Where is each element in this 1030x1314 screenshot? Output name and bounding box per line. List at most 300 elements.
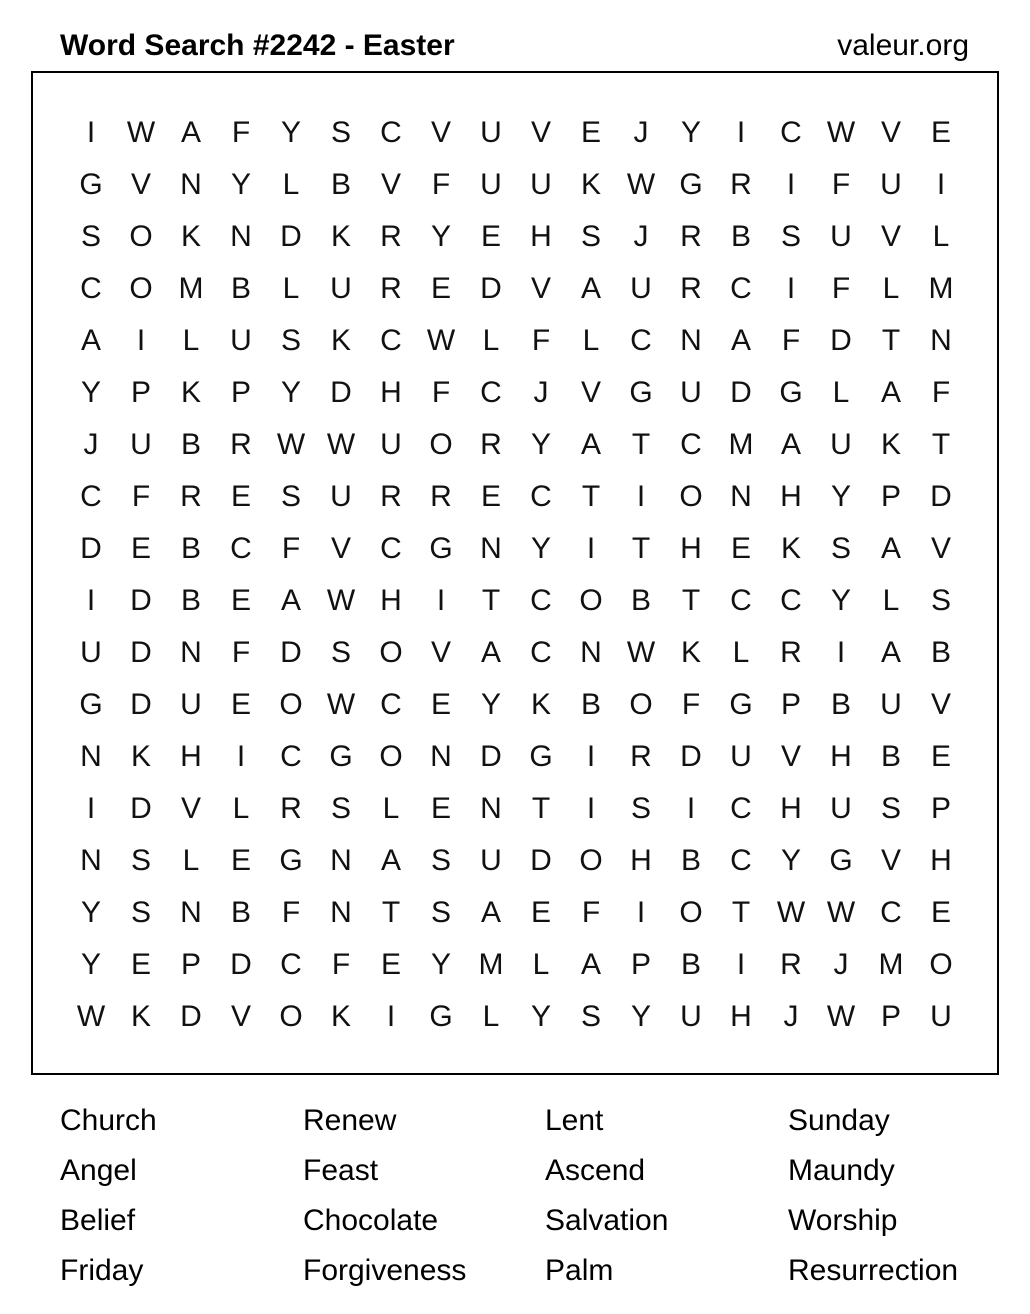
grid-cell[interactable]: P <box>180 948 201 981</box>
grid-cell[interactable]: H <box>380 376 402 409</box>
grid-cell[interactable]: O <box>279 1000 303 1033</box>
grid-cell[interactable]: K <box>130 740 151 773</box>
grid-cell[interactable]: N <box>680 324 702 357</box>
grid-cell[interactable]: T <box>631 428 651 461</box>
grid-cell[interactable]: D <box>280 220 302 253</box>
grid-cell[interactable]: K <box>180 376 201 409</box>
grid-cell[interactable]: U <box>830 220 852 253</box>
grid-cell[interactable]: F <box>281 532 301 565</box>
grid-cell[interactable]: T <box>531 792 551 825</box>
grid-cell[interactable]: Y <box>530 1000 551 1033</box>
grid-cell[interactable]: N <box>80 740 102 773</box>
grid-cell[interactable]: P <box>130 376 151 409</box>
grid-cell[interactable]: U <box>830 428 852 461</box>
grid-cell[interactable]: J <box>633 220 649 253</box>
grid-cell[interactable]: G <box>729 688 753 721</box>
grid-cell[interactable]: T <box>931 428 951 461</box>
grid-cell[interactable]: A <box>280 584 301 617</box>
grid-cell[interactable]: H <box>930 844 952 877</box>
grid-cell[interactable]: P <box>880 480 901 513</box>
grid-cell[interactable]: B <box>180 428 201 461</box>
grid-cell[interactable]: W <box>626 636 656 669</box>
grid-cell[interactable]: S <box>430 844 451 877</box>
grid-cell[interactable]: C <box>230 532 252 565</box>
grid-cell[interactable]: E <box>130 532 151 565</box>
grid-cell[interactable]: W <box>826 116 856 149</box>
grid-cell[interactable]: R <box>380 272 402 305</box>
grid-cell[interactable]: F <box>431 168 451 201</box>
grid-cell[interactable]: C <box>530 480 552 513</box>
grid-cell[interactable]: I <box>386 1000 396 1033</box>
grid-cell[interactable]: K <box>330 220 351 253</box>
grid-cell[interactable]: I <box>586 532 596 565</box>
grid-cell[interactable]: A <box>880 376 901 409</box>
grid-cell[interactable]: H <box>780 792 802 825</box>
grid-cell[interactable]: Y <box>430 220 451 253</box>
grid-cell[interactable]: G <box>279 844 303 877</box>
grid-cell[interactable]: E <box>530 896 551 929</box>
grid-cell[interactable]: M <box>478 948 504 981</box>
grid-cell[interactable]: B <box>880 740 901 773</box>
grid-cell[interactable]: D <box>130 636 152 669</box>
grid-cell[interactable]: R <box>730 168 752 201</box>
grid-cell[interactable]: S <box>880 792 901 825</box>
grid-cell[interactable]: U <box>330 272 352 305</box>
grid-cell[interactable]: C <box>380 116 402 149</box>
grid-cell[interactable]: S <box>280 324 301 357</box>
grid-cell[interactable]: N <box>80 844 102 877</box>
grid-cell[interactable]: H <box>630 844 652 877</box>
grid-cell[interactable]: R <box>480 428 502 461</box>
grid-cell[interactable]: O <box>379 636 403 669</box>
grid-cell[interactable]: C <box>730 272 752 305</box>
grid-cell[interactable]: N <box>580 636 602 669</box>
grid-cell[interactable]: Y <box>780 844 801 877</box>
grid-cell[interactable]: V <box>180 792 201 825</box>
grid-cell[interactable]: L <box>832 376 850 409</box>
grid-cell[interactable]: K <box>780 532 801 565</box>
grid-cell[interactable]: A <box>880 532 901 565</box>
grid-cell[interactable]: P <box>780 688 801 721</box>
grid-cell[interactable]: U <box>180 688 202 721</box>
grid-cell[interactable]: T <box>731 896 751 929</box>
grid-cell[interactable]: U <box>80 636 102 669</box>
grid-cell[interactable]: H <box>680 532 702 565</box>
grid-cell[interactable]: P <box>930 792 951 825</box>
grid-cell[interactable]: P <box>630 948 651 981</box>
grid-cell[interactable]: W <box>626 168 656 201</box>
grid-cell[interactable]: E <box>130 948 151 981</box>
grid-cell[interactable]: V <box>930 532 951 565</box>
grid-cell[interactable]: E <box>480 220 501 253</box>
grid-cell[interactable]: C <box>730 584 752 617</box>
grid-cell[interactable]: H <box>530 220 552 253</box>
grid-cell[interactable]: C <box>530 636 552 669</box>
grid-cell[interactable]: I <box>636 896 646 929</box>
grid-cell[interactable]: S <box>430 896 451 929</box>
grid-cell[interactable]: L <box>282 272 300 305</box>
grid-cell[interactable]: I <box>786 272 796 305</box>
grid-cell[interactable]: E <box>480 480 501 513</box>
grid-cell[interactable]: R <box>380 480 402 513</box>
grid-cell[interactable]: Y <box>80 376 101 409</box>
grid-cell[interactable]: G <box>429 532 453 565</box>
grid-cell[interactable]: B <box>230 272 251 305</box>
grid-cell[interactable]: H <box>780 480 802 513</box>
grid-cell[interactable]: O <box>379 740 403 773</box>
grid-cell[interactable]: Y <box>830 480 851 513</box>
grid-cell[interactable]: E <box>930 740 951 773</box>
grid-cell[interactable]: U <box>380 428 402 461</box>
grid-cell[interactable]: I <box>86 792 96 825</box>
grid-cell[interactable]: F <box>231 116 251 149</box>
grid-cell[interactable]: S <box>580 220 601 253</box>
grid-cell[interactable]: U <box>480 168 502 201</box>
grid-cell[interactable]: V <box>380 168 401 201</box>
grid-cell[interactable]: N <box>230 220 252 253</box>
grid-cell[interactable]: H <box>730 1000 752 1033</box>
grid-cell[interactable]: D <box>530 844 552 877</box>
grid-cell[interactable]: I <box>636 480 646 513</box>
grid-cell[interactable]: Y <box>630 1000 651 1033</box>
grid-cell[interactable]: U <box>330 480 352 513</box>
grid-cell[interactable]: E <box>230 844 251 877</box>
grid-cell[interactable]: D <box>80 532 102 565</box>
grid-cell[interactable]: A <box>580 948 601 981</box>
grid-cell[interactable]: I <box>836 636 846 669</box>
grid-cell[interactable]: I <box>86 116 96 149</box>
grid-cell[interactable]: U <box>880 688 902 721</box>
grid-cell[interactable]: F <box>581 896 601 929</box>
grid-cell[interactable]: V <box>530 116 551 149</box>
grid-cell[interactable]: S <box>80 220 101 253</box>
grid-cell[interactable]: R <box>680 272 702 305</box>
grid-cell[interactable]: E <box>230 688 251 721</box>
grid-cell[interactable]: O <box>679 480 703 513</box>
grid-cell[interactable]: V <box>130 168 151 201</box>
grid-cell[interactable]: O <box>129 220 153 253</box>
grid-cell[interactable]: Y <box>80 896 101 929</box>
grid-cell[interactable]: C <box>680 428 702 461</box>
grid-cell[interactable]: W <box>76 1000 106 1033</box>
grid-cell[interactable]: B <box>730 220 751 253</box>
grid-cell[interactable]: G <box>329 740 353 773</box>
grid-cell[interactable]: C <box>730 792 752 825</box>
grid-cell[interactable]: C <box>780 584 802 617</box>
grid-cell[interactable]: D <box>730 376 752 409</box>
grid-cell[interactable]: C <box>280 948 302 981</box>
grid-cell[interactable]: B <box>330 168 351 201</box>
grid-cell[interactable]: C <box>480 376 502 409</box>
grid-cell[interactable]: B <box>630 584 651 617</box>
grid-cell[interactable]: C <box>380 532 402 565</box>
grid-cell[interactable]: F <box>231 636 251 669</box>
grid-cell[interactable]: Y <box>430 948 451 981</box>
grid-cell[interactable]: D <box>930 480 952 513</box>
grid-cell[interactable]: H <box>380 584 402 617</box>
grid-cell[interactable]: Y <box>480 688 501 721</box>
grid-cell[interactable]: Y <box>280 376 301 409</box>
grid-cell[interactable]: E <box>230 480 251 513</box>
grid-cell[interactable]: D <box>480 272 502 305</box>
grid-cell[interactable]: C <box>630 324 652 357</box>
grid-cell[interactable]: V <box>230 1000 251 1033</box>
grid-cell[interactable]: M <box>178 272 204 305</box>
grid-cell[interactable]: U <box>630 272 652 305</box>
grid-cell[interactable]: F <box>331 948 351 981</box>
grid-cell[interactable]: E <box>580 116 601 149</box>
grid-cell[interactable]: C <box>780 116 802 149</box>
grid-cell[interactable]: D <box>280 636 302 669</box>
grid-cell[interactable]: O <box>579 584 603 617</box>
grid-cell[interactable]: G <box>829 844 853 877</box>
grid-cell[interactable]: V <box>430 636 451 669</box>
grid-cell[interactable]: S <box>630 792 651 825</box>
grid-cell[interactable]: I <box>936 168 946 201</box>
grid-cell[interactable]: V <box>880 844 901 877</box>
grid-cell[interactable]: W <box>826 896 856 929</box>
grid-cell[interactable]: D <box>130 584 152 617</box>
grid-cell[interactable]: I <box>586 740 596 773</box>
grid-cell[interactable]: U <box>530 168 552 201</box>
grid-cell[interactable]: K <box>330 324 351 357</box>
grid-cell[interactable]: Y <box>80 948 101 981</box>
grid-cell[interactable]: N <box>330 844 352 877</box>
grid-cell[interactable]: O <box>279 688 303 721</box>
grid-cell[interactable]: W <box>326 688 356 721</box>
grid-cell[interactable]: P <box>880 1000 901 1033</box>
grid-cell[interactable]: N <box>180 168 202 201</box>
grid-cell[interactable]: K <box>530 688 551 721</box>
grid-cell[interactable]: M <box>878 948 904 981</box>
grid-cell[interactable]: D <box>830 324 852 357</box>
grid-cell[interactable]: I <box>586 792 596 825</box>
grid-cell[interactable]: C <box>380 688 402 721</box>
grid-cell[interactable]: C <box>280 740 302 773</box>
grid-cell[interactable]: O <box>629 688 653 721</box>
grid-cell[interactable]: O <box>129 272 153 305</box>
grid-cell[interactable]: F <box>681 688 701 721</box>
grid-cell[interactable]: L <box>932 220 950 253</box>
grid-cell[interactable]: L <box>182 324 200 357</box>
grid-cell[interactable]: B <box>180 532 201 565</box>
grid-cell[interactable]: P <box>230 376 251 409</box>
grid-cell[interactable]: A <box>480 636 501 669</box>
grid-cell[interactable]: L <box>532 948 550 981</box>
grid-cell[interactable]: Y <box>680 116 701 149</box>
grid-cell[interactable]: T <box>581 480 601 513</box>
grid-cell[interactable]: T <box>631 532 651 565</box>
grid-cell[interactable]: B <box>830 688 851 721</box>
grid-cell[interactable]: S <box>780 220 801 253</box>
grid-cell[interactable]: V <box>530 272 551 305</box>
grid-cell[interactable]: K <box>130 1000 151 1033</box>
grid-cell[interactable]: L <box>282 168 300 201</box>
grid-cell[interactable]: U <box>680 1000 702 1033</box>
grid-cell[interactable]: J <box>83 428 99 461</box>
grid-cell[interactable]: F <box>281 896 301 929</box>
grid-cell[interactable]: V <box>880 116 901 149</box>
grid-cell[interactable]: V <box>580 376 601 409</box>
grid-cell[interactable]: S <box>330 792 351 825</box>
grid-cell[interactable]: I <box>736 116 746 149</box>
grid-cell[interactable]: O <box>429 428 453 461</box>
grid-cell[interactable]: G <box>779 376 803 409</box>
grid-cell[interactable]: F <box>781 324 801 357</box>
grid-cell[interactable]: H <box>830 740 852 773</box>
grid-cell[interactable]: C <box>380 324 402 357</box>
grid-cell[interactable]: I <box>436 584 446 617</box>
grid-cell[interactable]: E <box>930 116 951 149</box>
grid-cell[interactable]: D <box>230 948 252 981</box>
grid-cell[interactable]: I <box>86 584 96 617</box>
grid-cell[interactable]: R <box>230 428 252 461</box>
grid-cell[interactable]: S <box>130 896 151 929</box>
grid-cell[interactable]: R <box>630 740 652 773</box>
grid-cell[interactable]: L <box>882 272 900 305</box>
grid-cell[interactable]: I <box>736 948 746 981</box>
grid-cell[interactable]: U <box>880 168 902 201</box>
grid-cell[interactable]: M <box>928 272 954 305</box>
grid-cell[interactable]: G <box>679 168 703 201</box>
grid-cell[interactable]: A <box>180 116 201 149</box>
grid-cell[interactable]: Y <box>230 168 251 201</box>
grid-cell[interactable]: L <box>182 844 200 877</box>
grid-cell[interactable]: B <box>680 844 701 877</box>
grid-cell[interactable]: R <box>280 792 302 825</box>
grid-cell[interactable]: B <box>180 584 201 617</box>
grid-cell[interactable]: H <box>180 740 202 773</box>
grid-cell[interactable]: A <box>730 324 751 357</box>
grid-cell[interactable]: C <box>530 584 552 617</box>
grid-cell[interactable]: E <box>430 792 451 825</box>
grid-cell[interactable]: U <box>480 116 502 149</box>
grid-cell[interactable]: W <box>126 116 156 149</box>
grid-cell[interactable]: W <box>276 428 306 461</box>
grid-cell[interactable]: T <box>481 584 501 617</box>
grid-cell[interactable]: I <box>136 324 146 357</box>
grid-cell[interactable]: R <box>380 220 402 253</box>
grid-cell[interactable]: Y <box>280 116 301 149</box>
grid-cell[interactable]: B <box>580 688 601 721</box>
grid-cell[interactable]: S <box>830 532 851 565</box>
grid-cell[interactable]: V <box>780 740 801 773</box>
grid-cell[interactable]: E <box>380 948 401 981</box>
grid-cell[interactable]: Y <box>530 532 551 565</box>
grid-cell[interactable]: I <box>686 792 696 825</box>
grid-cell[interactable]: E <box>230 584 251 617</box>
grid-cell[interactable]: E <box>430 688 451 721</box>
grid-cell[interactable]: F <box>931 376 951 409</box>
grid-cell[interactable]: L <box>732 636 750 669</box>
grid-cell[interactable]: I <box>236 740 246 773</box>
grid-cell[interactable]: S <box>930 584 951 617</box>
grid-cell[interactable]: G <box>529 740 553 773</box>
grid-cell[interactable]: U <box>730 740 752 773</box>
grid-cell[interactable]: K <box>880 428 901 461</box>
grid-cell[interactable]: N <box>730 480 752 513</box>
grid-cell[interactable]: A <box>880 636 901 669</box>
grid-cell[interactable]: V <box>930 688 951 721</box>
grid-cell[interactable]: U <box>930 1000 952 1033</box>
grid-cell[interactable]: R <box>680 220 702 253</box>
grid-cell[interactable]: A <box>580 428 601 461</box>
grid-cell[interactable]: U <box>680 376 702 409</box>
grid-cell[interactable]: S <box>280 480 301 513</box>
grid-cell[interactable]: D <box>180 1000 202 1033</box>
grid-cell[interactable]: B <box>930 636 951 669</box>
grid-cell[interactable]: N <box>180 636 202 669</box>
grid-cell[interactable]: J <box>833 948 849 981</box>
grid-cell[interactable]: D <box>130 688 152 721</box>
grid-cell[interactable]: N <box>930 324 952 357</box>
grid-cell[interactable]: S <box>330 116 351 149</box>
grid-cell[interactable]: E <box>430 272 451 305</box>
grid-cell[interactable]: L <box>232 792 250 825</box>
grid-cell[interactable]: Y <box>530 428 551 461</box>
grid-cell[interactable]: N <box>330 896 352 929</box>
grid-cell[interactable]: N <box>480 532 502 565</box>
grid-cell[interactable]: U <box>130 428 152 461</box>
grid-cell[interactable]: E <box>930 896 951 929</box>
grid-cell[interactable]: V <box>430 116 451 149</box>
grid-cell[interactable]: L <box>482 324 500 357</box>
grid-cell[interactable]: R <box>780 948 802 981</box>
grid-cell[interactable]: R <box>780 636 802 669</box>
grid-cell[interactable]: K <box>180 220 201 253</box>
grid-cell[interactable]: N <box>180 896 202 929</box>
grid-cell[interactable]: W <box>426 324 456 357</box>
grid-cell[interactable]: S <box>580 1000 601 1033</box>
grid-cell[interactable]: D <box>680 740 702 773</box>
grid-cell[interactable]: I <box>786 168 796 201</box>
grid-cell[interactable]: C <box>80 480 102 513</box>
grid-cell[interactable]: V <box>330 532 351 565</box>
grid-cell[interactable]: F <box>831 272 851 305</box>
grid-cell[interactable]: S <box>330 636 351 669</box>
grid-cell[interactable]: A <box>780 428 801 461</box>
grid-cell[interactable]: T <box>681 584 701 617</box>
grid-cell[interactable]: N <box>480 792 502 825</box>
grid-cell[interactable]: C <box>880 896 902 929</box>
grid-cell[interactable]: W <box>776 896 806 929</box>
grid-cell[interactable]: G <box>629 376 653 409</box>
grid-cell[interactable]: O <box>579 844 603 877</box>
grid-cell[interactable]: M <box>728 428 754 461</box>
grid-cell[interactable]: L <box>582 324 600 357</box>
grid-cell[interactable]: C <box>730 844 752 877</box>
grid-cell[interactable]: F <box>431 376 451 409</box>
grid-cell[interactable]: E <box>730 532 751 565</box>
grid-cell[interactable]: G <box>79 688 103 721</box>
grid-cell[interactable]: J <box>633 116 649 149</box>
grid-cell[interactable]: B <box>230 896 251 929</box>
grid-cell[interactable]: L <box>882 584 900 617</box>
grid-cell[interactable]: U <box>230 324 252 357</box>
grid-cell[interactable]: K <box>680 636 701 669</box>
grid-cell[interactable]: O <box>679 896 703 929</box>
grid-cell[interactable]: W <box>326 428 356 461</box>
grid-cell[interactable]: Y <box>830 584 851 617</box>
grid-cell[interactable]: D <box>330 376 352 409</box>
grid-cell[interactable]: G <box>429 1000 453 1033</box>
grid-cell[interactable]: O <box>929 948 953 981</box>
grid-cell[interactable]: B <box>680 948 701 981</box>
grid-cell[interactable]: K <box>330 1000 351 1033</box>
grid-cell[interactable]: F <box>531 324 551 357</box>
grid-cell[interactable]: A <box>380 844 401 877</box>
grid-cell[interactable]: F <box>131 480 151 513</box>
